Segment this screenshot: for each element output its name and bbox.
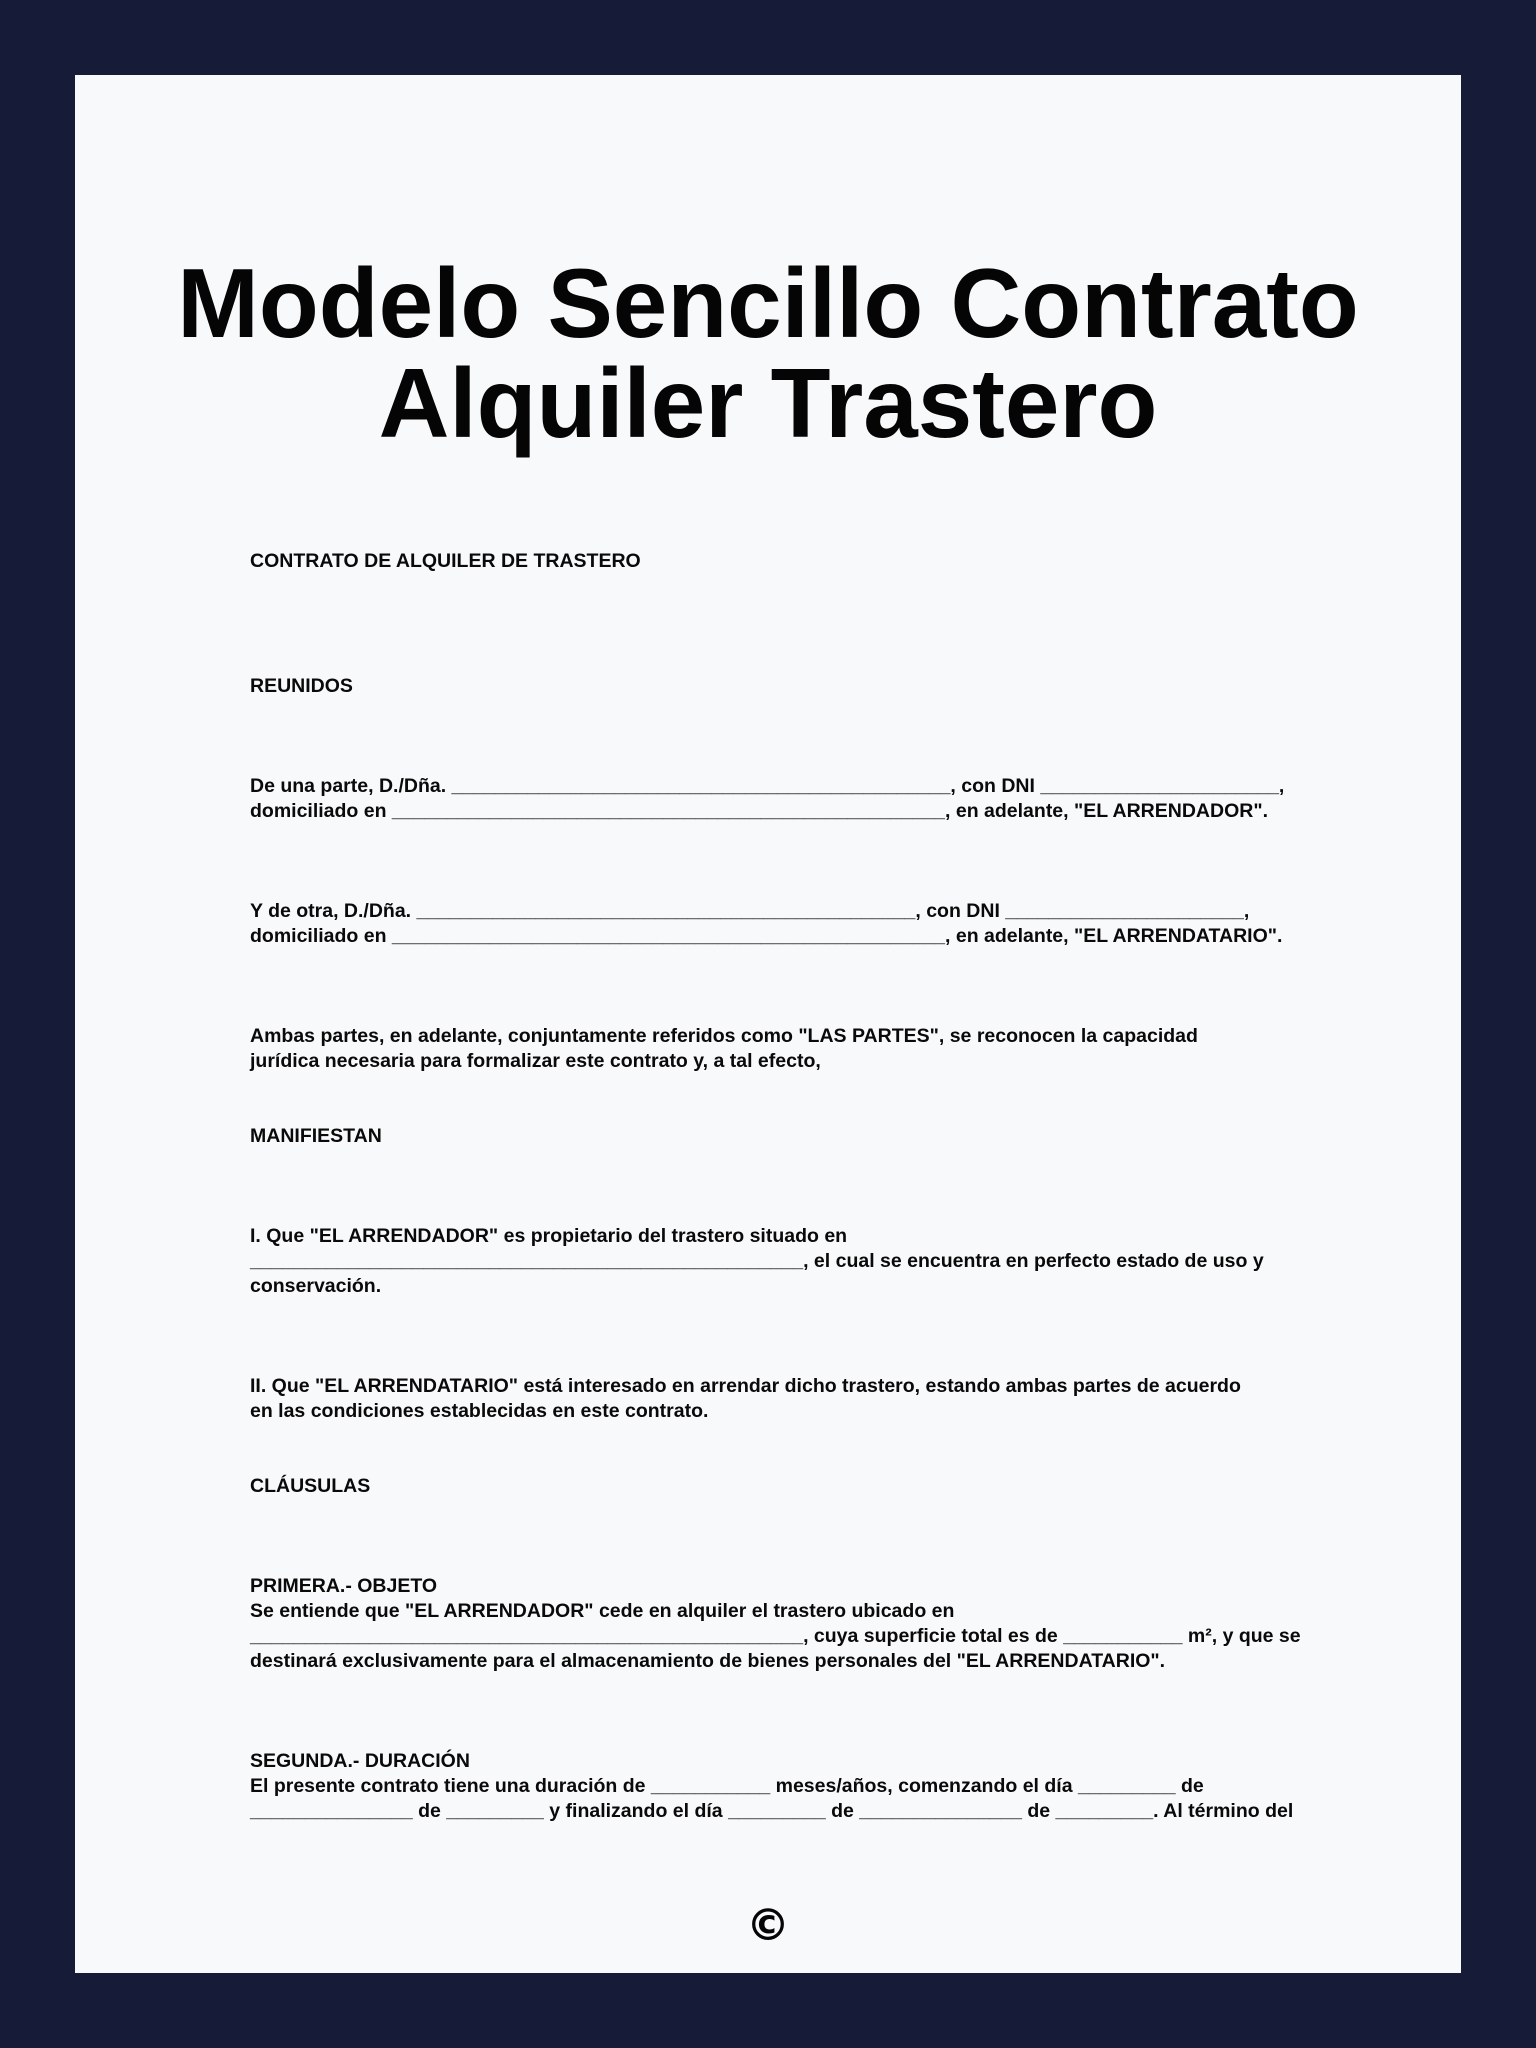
copyright-icon: © <box>746 1900 790 1951</box>
party-arrendatario <box>250 899 1360 949</box>
party-arrendatario-line-1: Y de otra, D./Dña. ______________________________________________, con DNI ______________________, <box>250 900 1250 922</box>
title-line-2: Alquiler Trastero <box>378 348 1158 458</box>
clausula-segunda-title: SEGUNDA.- DURACIÓN <box>250 1750 470 1772</box>
section-clausulas: CLÁUSULAS <box>250 1475 371 1497</box>
ambas-partes-paragraph: Ambas partes, en adelante, conjuntamente referidos como "LAS PARTES", se reconocen la capacidad jurídica necesaria para formalizar este contrato y, a tal efecto, <box>250 1025 1198 1072</box>
clausula-primera-title: PRIMERA.- OBJETO <box>250 1575 438 1597</box>
contract-heading: CONTRATO DE ALQUILER DE TRASTERO <box>250 550 641 572</box>
party-arrendatario-line-2: domiciliado en ___________________________________________________, en adelante, "EL ARRENDATARIO". <box>250 925 1283 947</box>
party-arrendador-line-1: De una parte, D./Dña. ______________________________________________, con DNI ______________________, <box>250 775 1285 797</box>
party-arrendador <box>250 774 1360 824</box>
section-manifiestan: MANIFIESTAN <box>250 1125 382 1147</box>
title-line-1: Modelo Sencillo Contrato <box>177 248 1359 358</box>
section-reunidos: REUNIDOS <box>250 675 353 697</box>
document-page <box>75 75 1461 1973</box>
manifiesto-1: I. Que "EL ARRENDADOR" es propietario del trastero situado en ___________________________________________________, el cual se encuentra en perfecto estado de uso y conservación. <box>250 1225 1264 1297</box>
clausula-segunda: SEGUNDA.- DURACIÓN El presente contrato tiene una duración de ___________ meses/años, comenzando el día _________ de _______________ de _________ y finalizando el día _________ de _______________ de _________. Al término del <box>250 1749 1360 1824</box>
party-arrendador-line-2: domiciliado en ___________________________________________________, en adelante, "EL ARRENDADOR". <box>250 800 1268 822</box>
manifiesto-2: II. Que "EL ARRENDATARIO" está interesado en arrendar dicho trastero, estando ambas partes de acuerdo en las condiciones establecidas en este contrato. <box>250 1375 1241 1422</box>
document-title <box>75 248 1461 458</box>
clausula-primera: PRIMERA.- OBJETO Se entiende que "EL ARRENDADOR" cede en alquiler el trastero ubicado en ___________________________________________________, cuya superficie total es de ___________ m², y que se destinará exclusivamente para el almacenamiento de bienes personales del "EL ARRENDATARIO". <box>250 1574 1360 1674</box>
